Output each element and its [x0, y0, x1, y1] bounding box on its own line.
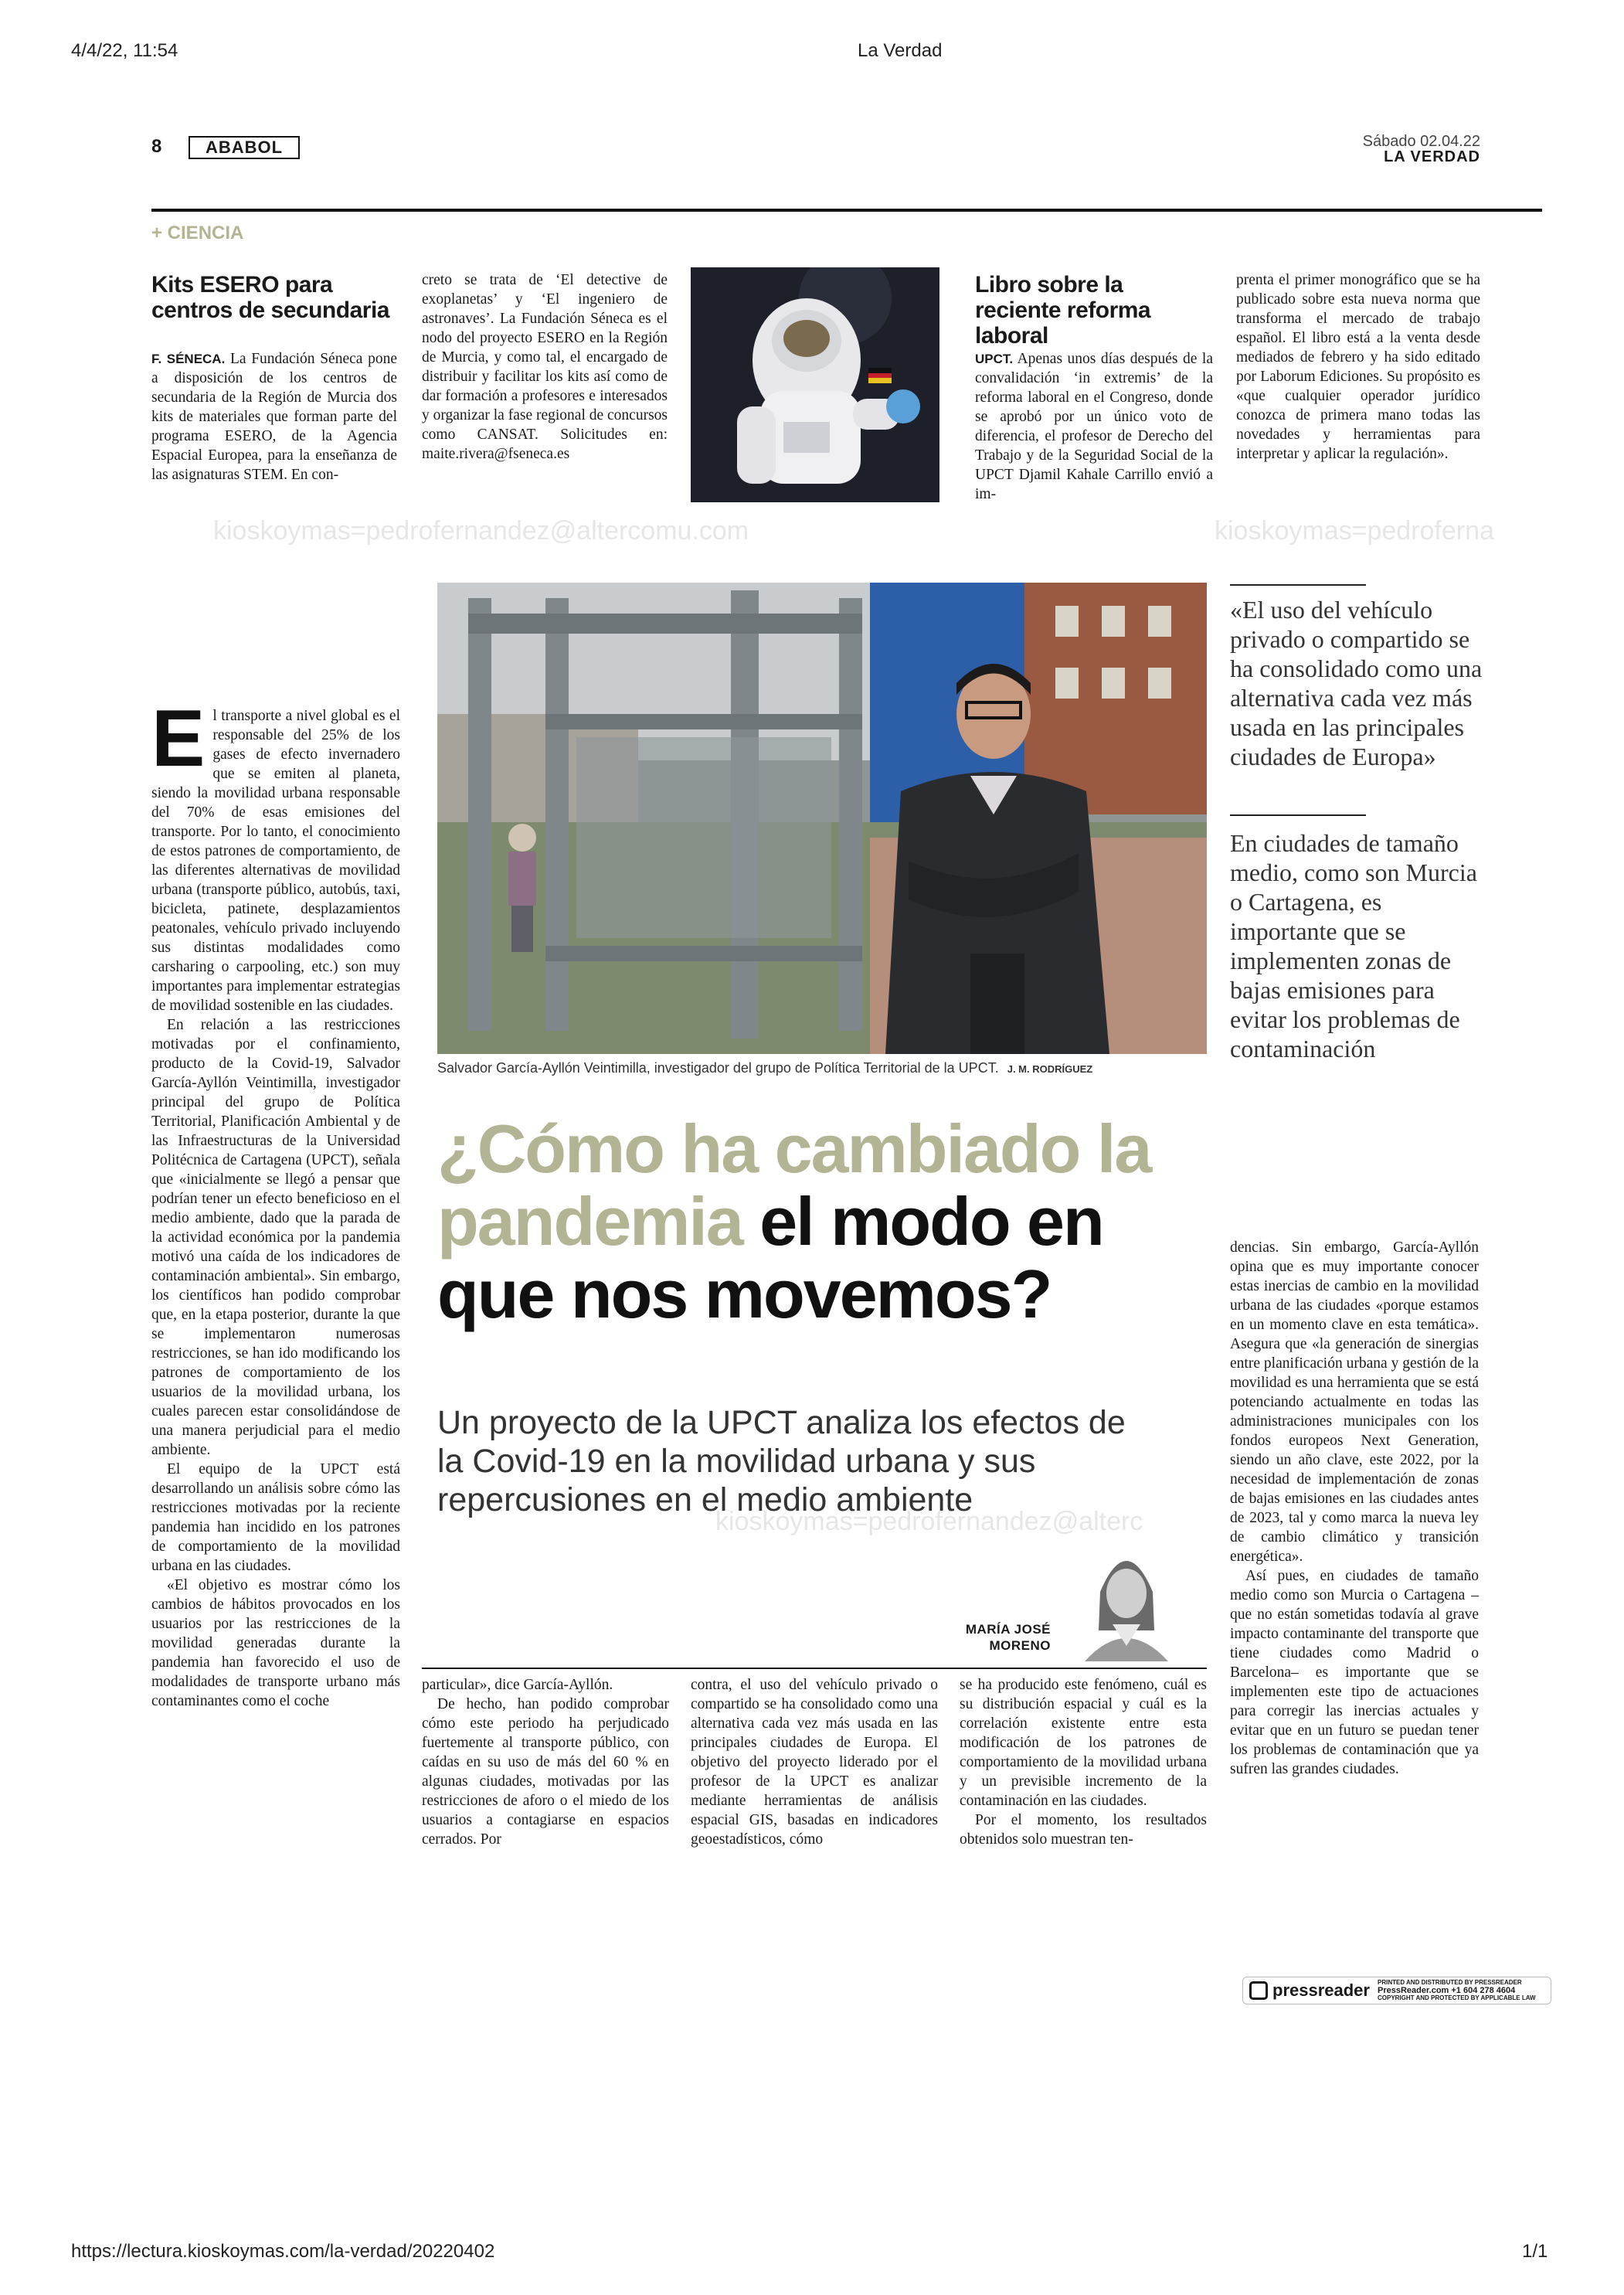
- pressreader-line2: PressReader.com +1 604 278 4604: [1377, 1986, 1516, 1995]
- watermark-3: kioskoymas=pedrofernandez@alterc: [715, 1507, 1143, 1536]
- pressreader-logo-icon: [1249, 1981, 1268, 2000]
- top-rule: [151, 209, 1542, 212]
- brief-libro-col1: [975, 349, 1213, 504]
- col4-paragraph1: se ha producido este fenómeno, cuál es su distribución espacial y cuál es la correlación existente entre esta modificación de los patrones de comportamiento de la movilidad urbana y un previsible incremento de la contaminación en las ciudades.: [960, 1677, 1207, 1809]
- article-col3: [691, 1675, 938, 1849]
- brief-esero-text2: creto se trata de ‘El detective de exoplanetas’ y ‘El ingeniero de astronaves’. La Fundación Séneca es el nodo del proyecto ESERO en la Región de Murcia, y como tal, el encargado de distribuir y facilitar los kits así como de dar formación a profesores e interesados y organizar la fase regional de concursos como CANSAT. Solicitudes en: maite.rivera@fseneca.es: [422, 272, 668, 462]
- category-label: + CIENCIA: [151, 223, 244, 243]
- author-portrait-illustration: [1069, 1538, 1184, 1661]
- pull-quote-2: En ciudades de tamaño medio, como son Murcia o Cartagena, es importante que se implementen zonas de bajas emisiones para evitar los problemas de contaminación: [1230, 829, 1477, 1062]
- photo-credit: J. M. RODRÍGUEZ: [1007, 1063, 1093, 1075]
- brief-libro-text1: Apenas unos días después de la convalidación ‘in extremis’ de la reforma laboral en el Congreso, donde se aprobó por un único voto de diferencia, el profesor de Derecho del Trabajo y de la Seguridad Social de la UPCT Djamil Kahale Carrillo envió a im-: [975, 351, 1213, 502]
- astronaut-photo: [691, 267, 939, 502]
- brief-libro-lead: UPCT.: [975, 352, 1014, 366]
- newspaper-name: LA VERDAD: [1384, 148, 1480, 165]
- col1-paragraph1: l transporte a nivel global es el responsable del 25% de los gases de efecto invernadero que se emiten al planeta, siendo la movilidad urbana responsable del 70% de esas emisiones del transporte. Por lo tanto, el conocimiento de estos patrones de comportamiento, de las diferentes alternativas de movilidad urbana (transporte público, autobús, taxi, bicicleta, patinete, desplazamientos peatonales, vehículo privado incluyendo sus distintas modalidades como carsharing o carpooling, etc.) son muy importantes para implementar estrategias de movilidad sostenible en las ciudades.: [151, 708, 400, 1014]
- researcher-photo-illustration: [437, 583, 1207, 1054]
- quote1-top-rule: [1230, 584, 1366, 586]
- brief-libro-col2: [1236, 270, 1480, 464]
- brief-libro-text2: prenta el primer monográfico que se ha publicado sobre esta nueva norma que transforma el mercado de trabajo español. El libro está a la venta desde mediados de febrero y ha sido editado por Laborum Ediciones. Su propósito es «que cualquier operador jurídico conozca de primera mano todas las novedades y herramientas para interpretar y aplicar la regulación».: [1236, 272, 1480, 462]
- page-number: 8: [151, 136, 162, 157]
- col3-paragraph1: contra, el uso del vehículo privado o compartido se ha consolidado como una alternativa cada vez más usada en las principales ciudades de Europa. El objetivo del proyecto liderado por el profesor de la UPCT es analizar mediante herramientas de análisis espacial GIS, basadas en indicadores geoestadísticos, cómo: [691, 1677, 938, 1848]
- pressreader-line3: COPYRIGHT AND PROTECTED BY APPLICABLE LAW: [1377, 1994, 1536, 2001]
- print-page-title: La Verdad: [858, 40, 943, 61]
- quote2-top-rule: [1230, 814, 1366, 816]
- photo-caption: Salvador García-Ayllón Veintimilla, investigador del grupo de Política Territorial de la UPCT.: [437, 1060, 999, 1076]
- author-photo: [1069, 1538, 1184, 1661]
- print-url: https://lectura.kioskoymas.com/la-verdad/20220402: [71, 2241, 495, 2262]
- photo-caption-line: [437, 1060, 1207, 1076]
- pressreader-legal: [1378, 1979, 1536, 2002]
- col5-paragraph2: Así pues, en ciudades de tamaño medio como son Murcia o Cartagena –que no están sometidas todavía al grave impacto contaminante del transporte que tiene ciudades como Madrid o Barcelona– es importante que se implementen este tipo de actuaciones para corregir las inercias actuales y evitar que en un futuro se puedan tener los problemas de contaminación que ya sufren las grandes ciudades.: [1230, 1568, 1479, 1777]
- print-datetime: 4/4/22, 11:54: [71, 40, 178, 61]
- col2-paragraph2: De hecho, han podido comprobar cómo este periodo ha perjudicado fuertemente al transporte público, con caídas en su uso de más del 60 % en algunas ciudades, motivadas por las restricciones de aforo o el miedo de los usuarios a contagiarse en espacios cerrados. Por: [422, 1696, 669, 1848]
- brief-libro-headline: Libro sobre la reciente reforma laboral: [975, 272, 1151, 348]
- main-headline: [437, 1110, 1210, 1332]
- watermark-1: kioskoymas=pedrofernandez@altercomu.com: [213, 516, 749, 546]
- pressreader-badge: [1242, 1977, 1551, 2004]
- print-page-count: 1/1: [1522, 2241, 1548, 2262]
- main-photo: [437, 583, 1207, 1054]
- issue-date: Sábado 02.04.22: [1362, 133, 1480, 150]
- col1-paragraph4: «El objetivo es mostrar cómo los cambios de hábitos provocados en los usuarios por las restricciones de la movilidad generadas durante la pandemia han favorecido el uso de modalidades de transporte urbano más contaminantes como el coche: [151, 1577, 400, 1709]
- brief-esero-col2: [422, 270, 668, 464]
- col5-paragraph1: dencias. Sin embargo, García-Ayllón opina que es muy importante conocer estas inercias de cambio en la movilidad urbana de las ciudades «porque estamos en un momento clave en esta temática». Asegura que «la generación de sinergias entre planificación urbana y gestión de la movilidad es una herramienta que se está potenciando actualmente en todas las administraciones municipales con los fondos europeos Next Generation, siendo un año clave, este 2022, por la necesidad de implementación de zonas de bajas emisiones en las ciudades antes de 2023, tal y como marca la nueva ley de cambio climático y transición energética».: [1230, 1239, 1479, 1565]
- brief-esero-col1: [151, 349, 397, 484]
- article-col2: [422, 1675, 669, 1849]
- author-byline: MARÍA JOSÉ MORENO: [965, 1622, 1051, 1653]
- section-tag: ABABOL: [189, 136, 300, 159]
- subheadline: Un proyecto de la UPCT analiza los efectos de la Covid-19 en la movilidad urbana y sus repercusiones en el medio ambiente: [437, 1404, 1126, 1518]
- brief-esero-text1: La Fundación Séneca pone a disposición de los centros de secundaria de la Región de Murcia dos kits de materiales que forman parte del programa ESERO, de la Agencia Espacial Europea, para la enseñanza de las asignaturas STEM. En con-: [151, 351, 397, 483]
- headline-highlight: ¿Cómo ha cambiado la pandemia: [437, 1110, 1151, 1260]
- article-col4: [960, 1675, 1207, 1849]
- drop-cap: E: [151, 694, 206, 784]
- article-col1: [151, 694, 400, 1711]
- watermark-2: kioskoymas=pedroferna: [1215, 516, 1494, 546]
- article-col5: [1230, 1238, 1479, 1779]
- col1-paragraph2: En relación a las restricciones motivadas por el confinamiento, producto de la Covid-19, Salvador García-Ayllón Veintimilla, investigador principal del grupo de Política Territorial, Planificación Ambiental y de las Infraestructuras de la Universidad Politécnica de Cartagena (UPCT), señala que «inicialmente se llegó a pensar que podrían tener un efecto beneficioso en el medio ambiente, dado que la parada de la actividad económica por la pandemia motivó una caída de los indicadores de contaminación ambiental». Sin embargo, los científicos han podido comprobar que, en la etapa posterior, durante la que se implementaron numerosas restricciones, se han ido modificando los patrones de comportamiento de los usuarios de la movilidad urbana, los cuales parecen estar consolidándose de una manera perjudicial para el medio ambiente.: [151, 1017, 400, 1458]
- pressreader-brand: pressreader: [1272, 1980, 1370, 2000]
- col2-paragraph1: particular», dice García-Ayllón.: [422, 1677, 613, 1693]
- pressreader-line1: PRINTED AND DISTRIBUTED BY PRESSREADER: [1377, 1979, 1522, 1986]
- astronaut-illustration: [691, 267, 939, 502]
- pull-quote-1: «El uso del vehículo privado o compartido se ha consolidado como una alternativa cada vez más usada en las principales ciudades de Europa»: [1230, 596, 1483, 770]
- brief-esero-lead: F. SÉNECA.: [151, 352, 226, 366]
- col1-paragraph3: El equipo de la UPCT está desarrollando un análisis sobre cómo las restricciones motivadas por la reciente pandemia han incidido en los patrones de comportamiento de la movilidad urbana en las ciudades.: [151, 1461, 400, 1574]
- brief-esero-headline: Kits ESERO para centros de secundaria: [151, 272, 389, 323]
- byline-rule: [422, 1668, 1207, 1669]
- col4-paragraph2: Por el momento, los resultados obtenidos solo muestran ten-: [960, 1812, 1207, 1848]
- headline-rest: el modo en que nos movemos?: [437, 1183, 1103, 1332]
